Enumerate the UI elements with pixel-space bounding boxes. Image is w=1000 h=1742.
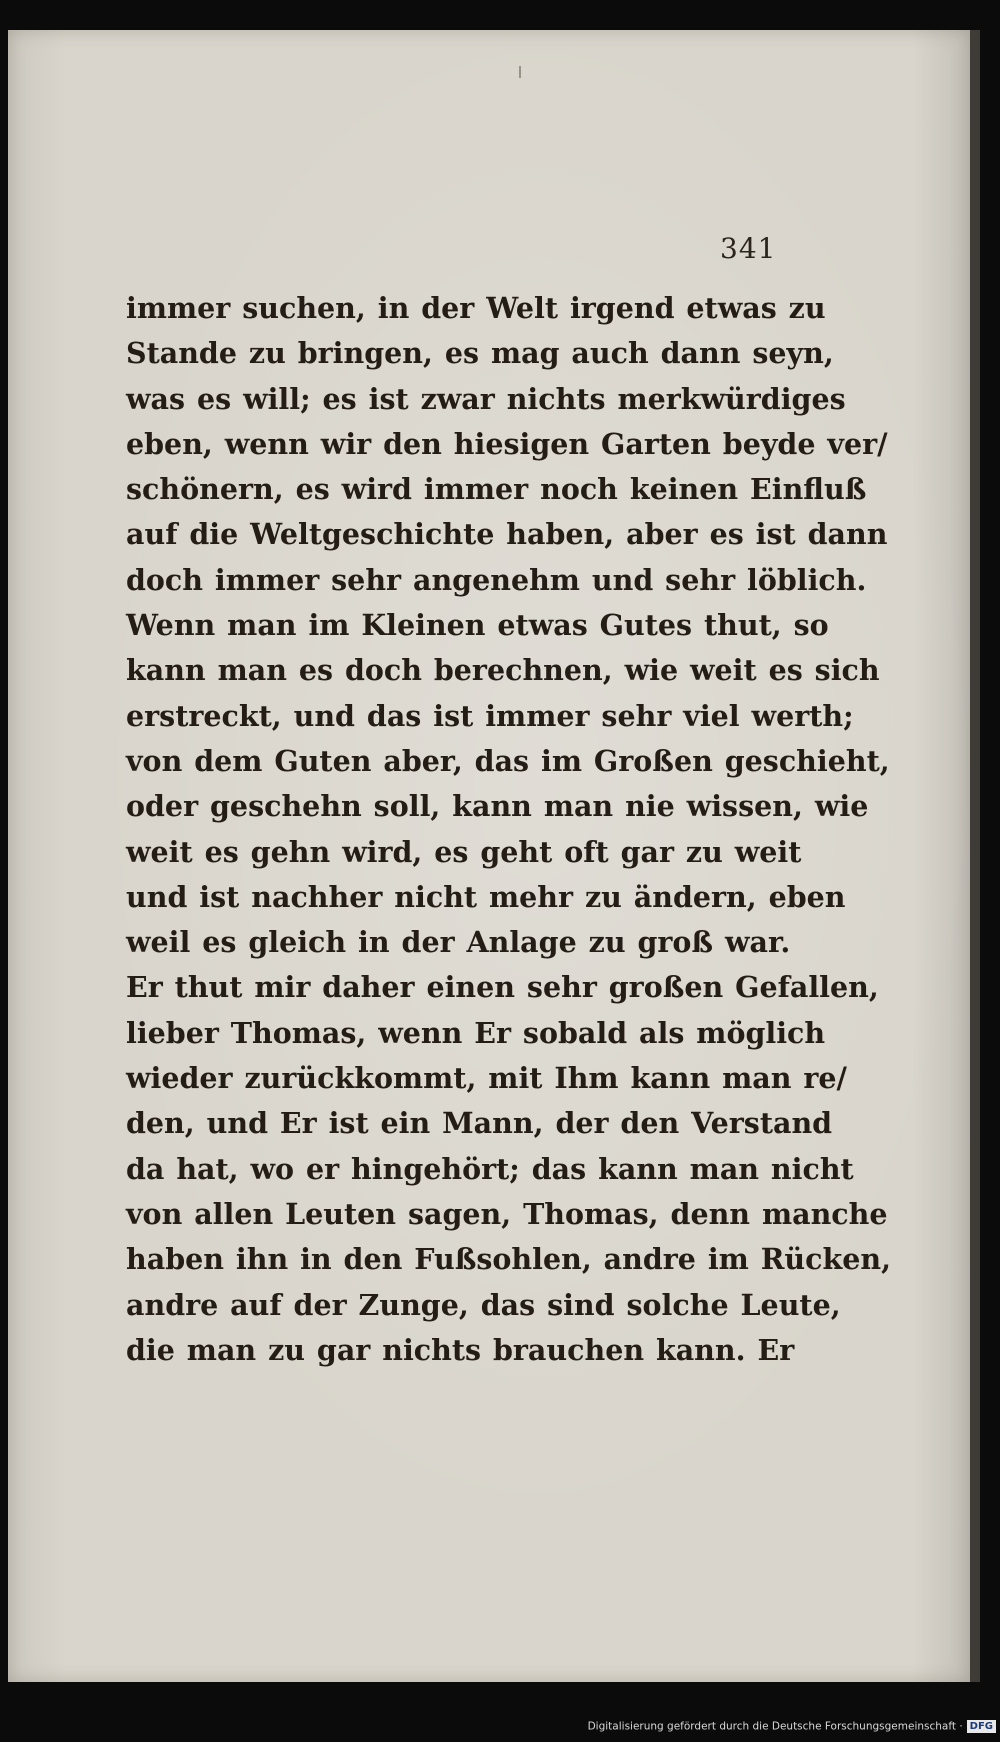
text-line: Wenn man im Kleinen etwas Gutes thut, so xyxy=(126,608,829,643)
text-line: immer suchen, in der Welt irgend etwas zu xyxy=(126,291,826,325)
digitization-credit xyxy=(560,1720,996,1740)
text-line: oder geschehn soll, kann man nie wissen, wie xyxy=(126,789,869,824)
text-line: kann man es doch berechnen, wie weit es sich xyxy=(126,653,880,688)
text-line: haben ihn in den Fußsohlen, andre im Rücken, xyxy=(126,1242,892,1277)
credit-text: Digitalisierung gefördert durch die Deutsche Forschungsgemeinschaft · xyxy=(587,1720,963,1733)
body-text xyxy=(126,286,892,1373)
page-mark xyxy=(519,66,521,78)
text-line: lieber Thomas, wenn Er sobald als möglich xyxy=(126,1015,826,1050)
text-line: und ist nachher nicht mehr zu ändern, eben xyxy=(126,879,846,914)
text-line: was es will; es ist zwar nichts merkwürdiges xyxy=(126,381,846,416)
text-line: die man zu gar nichts brauchen kann. Er xyxy=(126,1332,795,1367)
text-line: andre auf der Zunge, das sind solche Leute, xyxy=(126,1287,841,1322)
text-line: Stande zu bringen, es mag auch dann seyn, xyxy=(126,336,834,371)
text-line: doch immer sehr angenehm und sehr löblich. xyxy=(126,562,867,597)
page-number: 341 xyxy=(720,232,777,265)
text-line: wieder zurückkommt, mit Ihm kann man re/ xyxy=(126,1061,847,1096)
text-line: da hat, wo er hingehört; das kann man nicht xyxy=(126,1151,854,1186)
text-line: eben, wenn wir den hiesigen Garten beyde ver/ xyxy=(126,426,888,461)
text-line: von dem Guten aber, das im Großen geschieht, xyxy=(126,743,890,778)
dfg-logo: DFG xyxy=(967,1720,996,1733)
text-line: den, und Er ist ein Mann, der den Verstand xyxy=(126,1106,833,1141)
text-line: weil es gleich in der Anlage zu groß war. xyxy=(126,925,791,960)
text-line: Er thut mir daher einen sehr großen Gefallen, xyxy=(126,970,879,1005)
text-line: von allen Leuten sagen, Thomas, denn manche xyxy=(126,1196,888,1231)
text-line: schönern, es wird immer noch keinen Einfluß xyxy=(126,472,867,507)
page-edge xyxy=(970,30,980,1682)
text-line: weit es gehn wird, es geht oft gar zu weit xyxy=(126,834,802,869)
text-line: erstreckt, und das ist immer sehr viel werth; xyxy=(126,698,854,733)
text-line: auf die Weltgeschichte haben, aber es ist dann xyxy=(126,517,888,552)
